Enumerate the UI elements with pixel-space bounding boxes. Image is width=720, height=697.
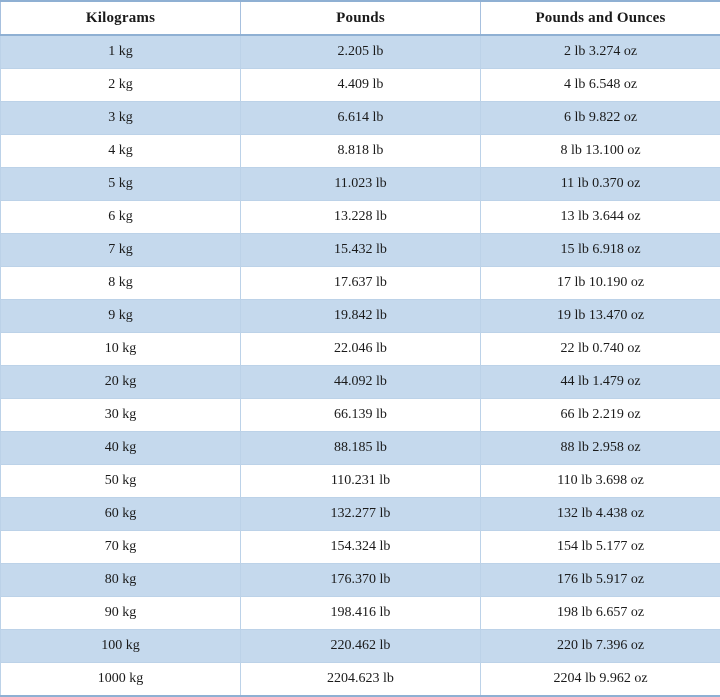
cell-kilograms: 40 kg	[1, 432, 241, 465]
cell-pounds-and-ounces: 8 lb 13.100 oz	[481, 135, 720, 168]
cell-pounds: 6.614 lb	[241, 102, 481, 135]
table-row	[1, 432, 720, 465]
cell-pounds-and-ounces: 44 lb 1.479 oz	[481, 366, 720, 399]
cell-pounds-and-ounces: 198 lb 6.657 oz	[481, 597, 720, 630]
table-row	[1, 366, 720, 399]
cell-kilograms: 100 kg	[1, 630, 241, 663]
cell-pounds: 15.432 lb	[241, 234, 481, 267]
cell-kilograms: 30 kg	[1, 399, 241, 432]
table-row	[1, 531, 720, 564]
cell-pounds-and-ounces: 154 lb 5.177 oz	[481, 531, 720, 564]
cell-pounds: 66.139 lb	[241, 399, 481, 432]
cell-kilograms: 60 kg	[1, 498, 241, 531]
cell-pounds: 2.205 lb	[241, 35, 481, 69]
cell-pounds: 2204.623 lb	[241, 663, 481, 697]
cell-pounds: 17.637 lb	[241, 267, 481, 300]
cell-kilograms: 5 kg	[1, 168, 241, 201]
cell-pounds: 110.231 lb	[241, 465, 481, 498]
cell-kilograms: 10 kg	[1, 333, 241, 366]
cell-pounds-and-ounces: 11 lb 0.370 oz	[481, 168, 720, 201]
column-header-pounds: Pounds	[241, 1, 481, 35]
cell-pounds: 22.046 lb	[241, 333, 481, 366]
cell-pounds: 220.462 lb	[241, 630, 481, 663]
table-row	[1, 135, 720, 168]
table-body	[1, 35, 720, 696]
table-row	[1, 597, 720, 630]
table-row	[1, 201, 720, 234]
cell-kilograms: 70 kg	[1, 531, 241, 564]
cell-pounds-and-ounces: 17 lb 10.190 oz	[481, 267, 720, 300]
cell-pounds-and-ounces: 13 lb 3.644 oz	[481, 201, 720, 234]
cell-pounds: 13.228 lb	[241, 201, 481, 234]
cell-kilograms: 1000 kg	[1, 663, 241, 697]
table-row	[1, 333, 720, 366]
table-row	[1, 35, 720, 69]
table-row	[1, 267, 720, 300]
cell-pounds-and-ounces: 15 lb 6.918 oz	[481, 234, 720, 267]
cell-pounds-and-ounces: 6 lb 9.822 oz	[481, 102, 720, 135]
table-row	[1, 300, 720, 333]
cell-pounds: 44.092 lb	[241, 366, 481, 399]
cell-pounds: 154.324 lb	[241, 531, 481, 564]
table-row	[1, 168, 720, 201]
cell-kilograms: 7 kg	[1, 234, 241, 267]
cell-pounds: 198.416 lb	[241, 597, 481, 630]
cell-pounds: 19.842 lb	[241, 300, 481, 333]
table-row	[1, 465, 720, 498]
cell-pounds-and-ounces: 19 lb 13.470 oz	[481, 300, 720, 333]
cell-pounds-and-ounces: 132 lb 4.438 oz	[481, 498, 720, 531]
table-header	[1, 1, 720, 35]
table-row	[1, 663, 720, 697]
cell-pounds: 176.370 lb	[241, 564, 481, 597]
cell-pounds: 132.277 lb	[241, 498, 481, 531]
cell-kilograms: 8 kg	[1, 267, 241, 300]
cell-kilograms: 1 kg	[1, 35, 241, 69]
cell-pounds-and-ounces: 2 lb 3.274 oz	[481, 35, 720, 69]
cell-kilograms: 50 kg	[1, 465, 241, 498]
table-row	[1, 564, 720, 597]
table-row	[1, 498, 720, 531]
cell-pounds-and-ounces: 22 lb 0.740 oz	[481, 333, 720, 366]
cell-pounds: 88.185 lb	[241, 432, 481, 465]
cell-pounds-and-ounces: 66 lb 2.219 oz	[481, 399, 720, 432]
cell-pounds: 11.023 lb	[241, 168, 481, 201]
cell-pounds: 4.409 lb	[241, 69, 481, 102]
table-row	[1, 399, 720, 432]
cell-pounds-and-ounces: 110 lb 3.698 oz	[481, 465, 720, 498]
table-row	[1, 234, 720, 267]
cell-pounds-and-ounces: 4 lb 6.548 oz	[481, 69, 720, 102]
cell-kilograms: 4 kg	[1, 135, 241, 168]
table-row	[1, 69, 720, 102]
cell-kilograms: 2 kg	[1, 69, 241, 102]
cell-kilograms: 3 kg	[1, 102, 241, 135]
cell-kilograms: 80 kg	[1, 564, 241, 597]
table-row	[1, 630, 720, 663]
cell-kilograms: 9 kg	[1, 300, 241, 333]
cell-pounds-and-ounces: 2204 lb 9.962 oz	[481, 663, 720, 697]
cell-kilograms: 20 kg	[1, 366, 241, 399]
table-header-row	[1, 1, 720, 35]
cell-kilograms: 6 kg	[1, 201, 241, 234]
cell-pounds-and-ounces: 176 lb 5.917 oz	[481, 564, 720, 597]
cell-pounds: 8.818 lb	[241, 135, 481, 168]
column-header-kilograms: Kilograms	[1, 1, 241, 35]
table-row	[1, 102, 720, 135]
cell-kilograms: 90 kg	[1, 597, 241, 630]
cell-pounds-and-ounces: 220 lb 7.396 oz	[481, 630, 720, 663]
column-header-pounds-and-ounces: Pounds and Ounces	[481, 1, 720, 35]
cell-pounds-and-ounces: 88 lb 2.958 oz	[481, 432, 720, 465]
